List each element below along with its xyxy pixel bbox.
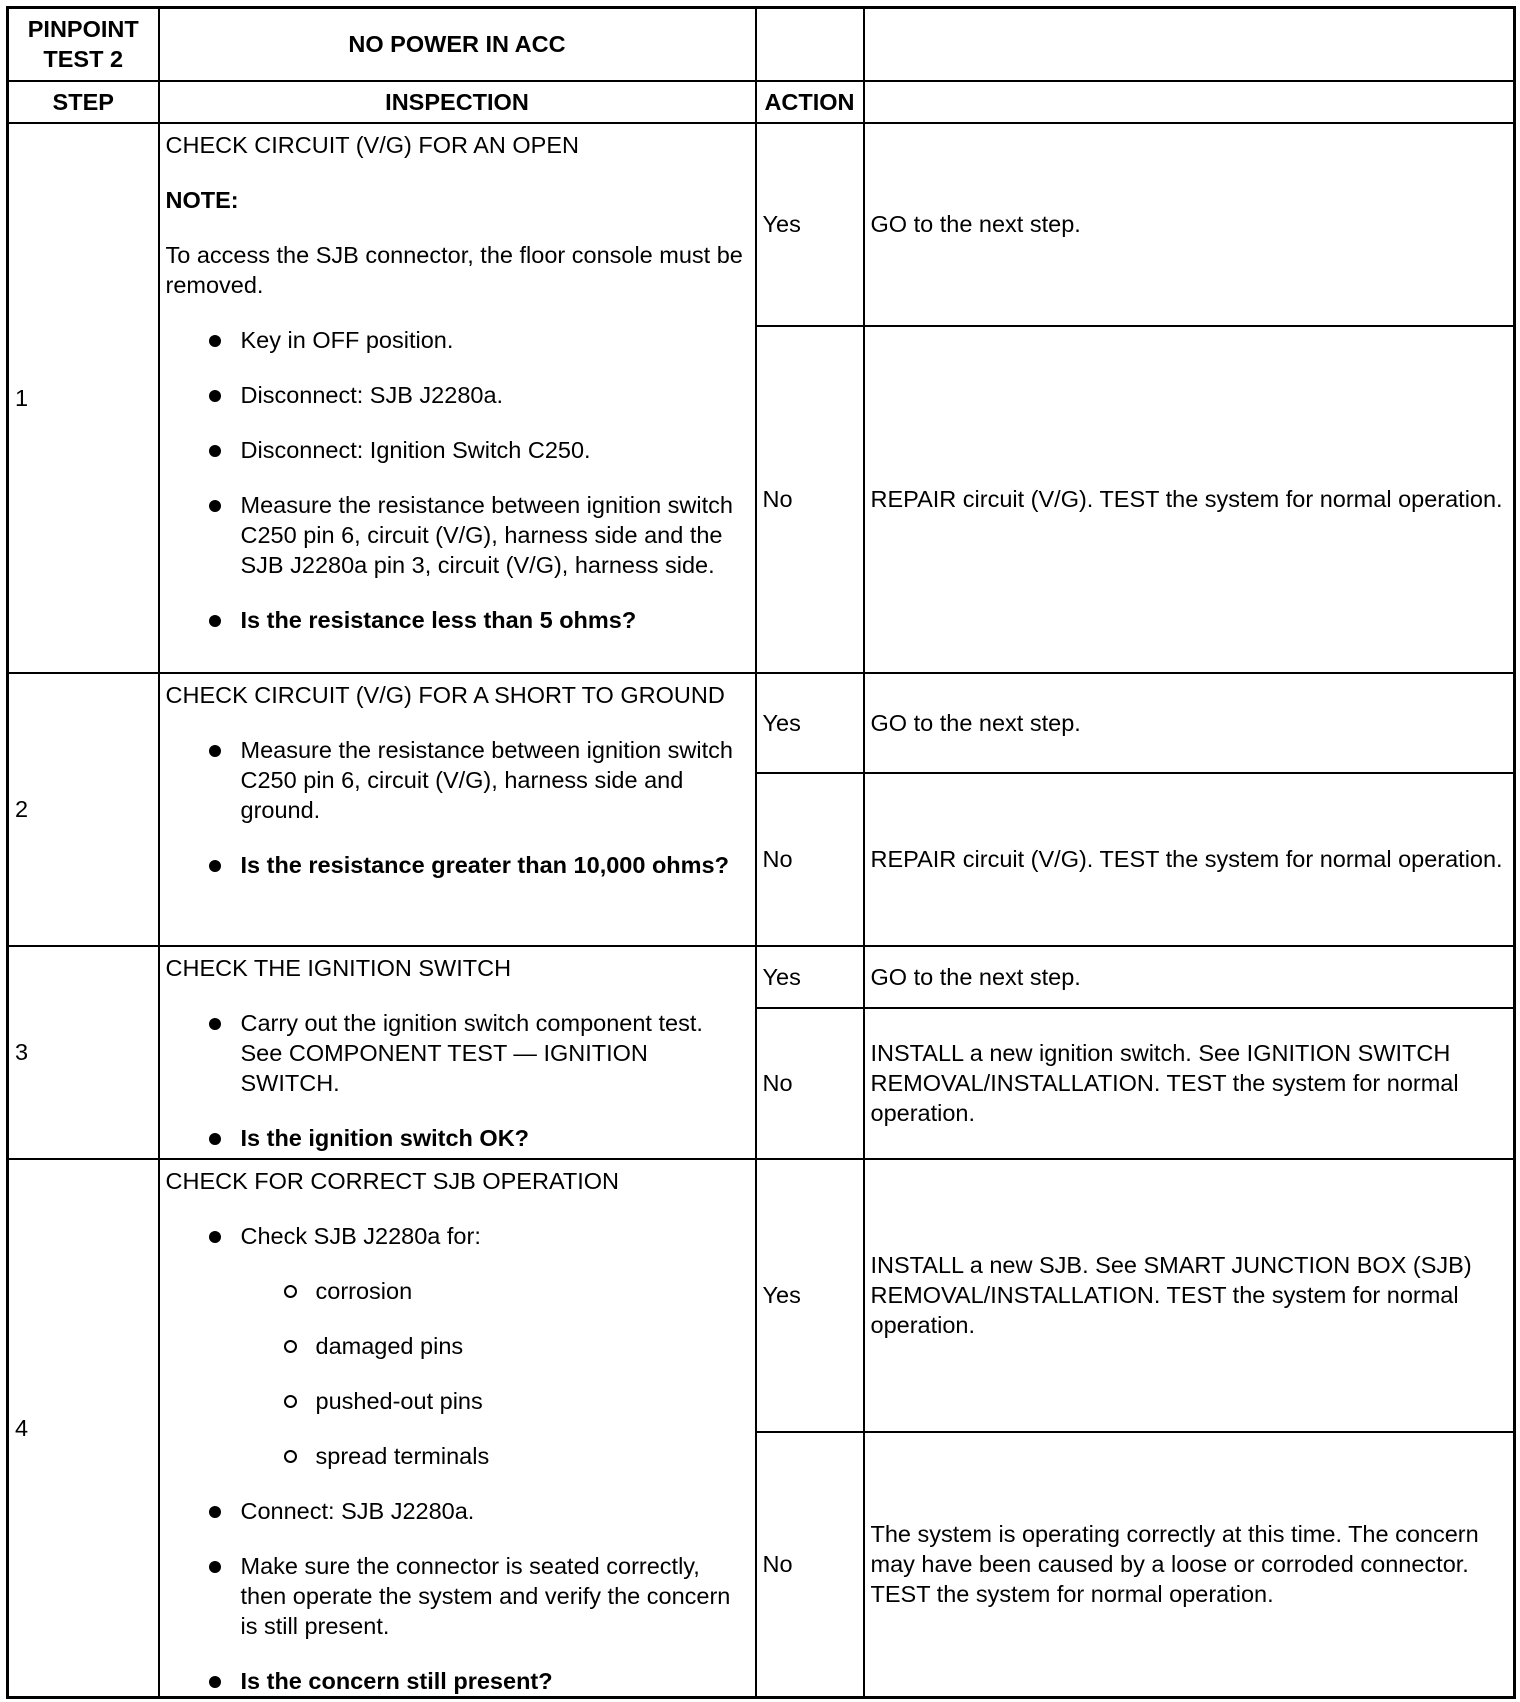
action-yes: GO to the next step.: [864, 673, 1515, 773]
action-no: REPAIR circuit (V/G). TEST the system for normal operation.: [864, 326, 1515, 673]
action-no: The system is operating correctly at this time. The concern may have been caused by a loose or corroded connector. TEST the system for normal operation.: [864, 1432, 1515, 1698]
bullet-item: Make sure the connector is seated correctly, then operate the system and verify the concern is still present.: [166, 1551, 751, 1641]
bullet-item: Check SJB J2280a for:: [166, 1221, 751, 1251]
answer-no: No: [756, 773, 864, 946]
inspection-cell: [159, 946, 756, 1159]
note-label: NOTE:: [165, 186, 239, 213]
test-id: PINPOINT TEST 2: [8, 8, 159, 81]
step-title: CHECK THE IGNITION SWITCH: [165, 954, 512, 981]
action-no: REPAIR circuit (V/G). TEST the system for normal operation.: [864, 773, 1515, 946]
step-number: 2: [8, 673, 159, 946]
bullet-item: Measure the resistance between ignition switch C250 pin 6, circuit (V/G), harness side and ground.: [166, 735, 751, 825]
answer-yes: Yes: [756, 123, 864, 326]
note-text: To access the SJB connector, the floor console must be removed.: [165, 241, 743, 298]
action-yes: INSTALL a new SJB. See SMART JUNCTION BOX (SJB) REMOVAL/INSTALLATION. TEST the system for normal operation.: [864, 1159, 1515, 1432]
inspection-cell: [159, 123, 756, 673]
step-question: Is the ignition switch OK?: [166, 1123, 751, 1153]
step-title: CHECK CIRCUIT (V/G) FOR AN OPEN: [165, 131, 579, 158]
column-header-blank: [864, 81, 1515, 123]
step-question: Is the resistance greater than 10,000 ohms?: [166, 850, 751, 880]
column-header-inspection: INSPECTION: [159, 81, 756, 123]
test-title: NO POWER IN ACC: [159, 8, 756, 81]
step-title: CHECK CIRCUIT (V/G) FOR A SHORT TO GROUND: [165, 681, 725, 708]
pinpoint-test-table: [6, 6, 1516, 1699]
bullet-item: Key in OFF position.: [166, 325, 751, 355]
bullet-item: Disconnect: SJB J2280a.: [166, 380, 751, 410]
action-no: INSTALL a new ignition switch. See IGNITION SWITCH REMOVAL/INSTALLATION. TEST the system for normal operation.: [864, 1008, 1515, 1159]
bullet-item: Measure the resistance between ignition switch C250 pin 6, circuit (V/G), harness side and the SJB J2280a pin 3, circuit (V/G), harness side.: [166, 490, 751, 580]
answer-no: No: [756, 1432, 864, 1698]
bullet-item: Connect: SJB J2280a.: [166, 1496, 751, 1526]
inspection-cell: [159, 1159, 756, 1698]
step-number: 3: [8, 946, 159, 1159]
answer-yes: Yes: [756, 1159, 864, 1432]
step-question: Is the resistance less than 5 ohms?: [166, 605, 751, 635]
sub-bullet-item: spread terminals: [166, 1441, 751, 1471]
sub-bullet-item: damaged pins: [166, 1331, 751, 1361]
column-header-step: STEP: [8, 81, 159, 123]
header-blank-cell: [756, 8, 864, 81]
step-number: 4: [8, 1159, 159, 1698]
sub-bullet-item: corrosion: [166, 1276, 751, 1306]
answer-yes: Yes: [756, 946, 864, 1008]
step-number: 1: [8, 123, 159, 673]
column-header-action: ACTION: [756, 81, 864, 123]
step-question: Is the concern still present?: [166, 1666, 751, 1696]
answer-no: No: [756, 326, 864, 673]
action-yes: GO to the next step.: [864, 123, 1515, 326]
answer-yes: Yes: [756, 673, 864, 773]
sub-bullet-item: pushed-out pins: [166, 1386, 751, 1416]
step-title: CHECK FOR CORRECT SJB OPERATION: [165, 1167, 620, 1194]
inspection-cell: [159, 673, 756, 946]
header-blank-cell: [864, 8, 1515, 81]
bullet-item: Carry out the ignition switch component test. See COMPONENT TEST — IGNITION SWITCH.: [166, 1008, 751, 1098]
answer-no: No: [756, 1008, 864, 1159]
bullet-item: Disconnect: Ignition Switch C250.: [166, 435, 751, 465]
action-yes: GO to the next step.: [864, 946, 1515, 1008]
